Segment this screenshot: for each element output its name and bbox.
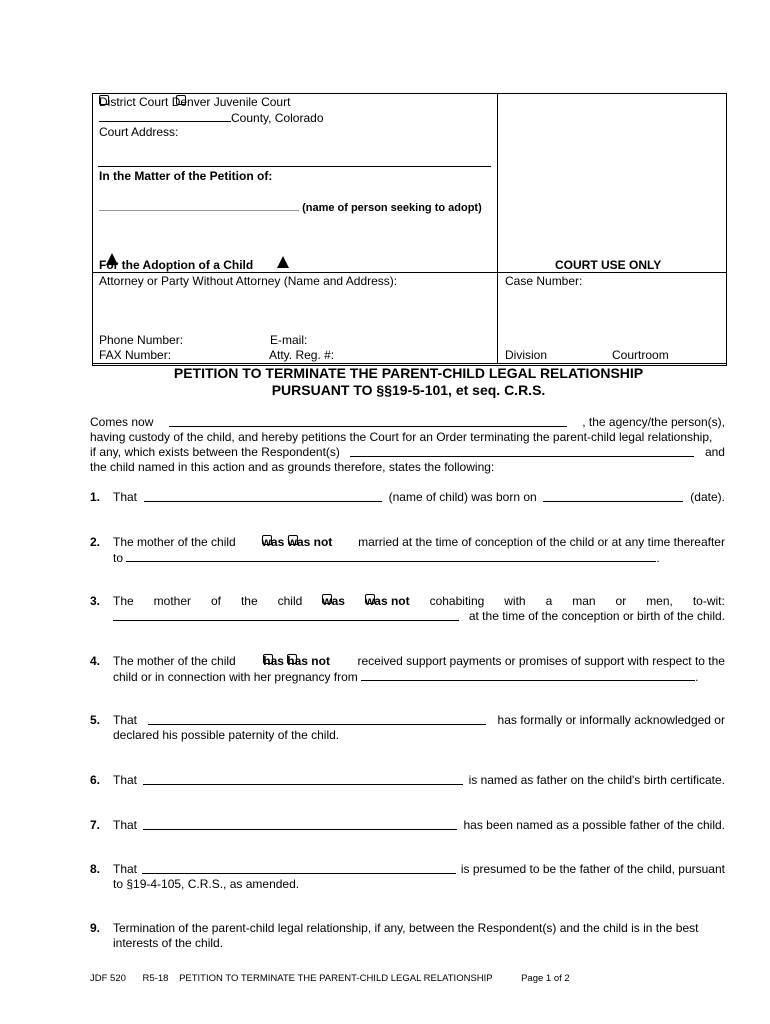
item-3-line1 [113, 594, 725, 609]
matter-label: In the Matter of the Petition of: [99, 169, 273, 183]
item-3-word: men, [646, 594, 673, 608]
was-label: was [261, 535, 285, 549]
footer [90, 973, 570, 984]
intro-line4: the child named in this action and as grounds therefore, states the following: [90, 460, 495, 474]
acknowledged-father-field[interactable] [148, 713, 486, 725]
item-8-text-c: to §19-4-105, C.R.S., as amended. [113, 877, 300, 891]
county-field[interactable] [99, 110, 231, 122]
caption-box [92, 93, 727, 366]
item-1-text-b: (name of child) was born on [388, 490, 537, 504]
item-4-line1 [113, 654, 725, 669]
adopter-line [99, 199, 482, 214]
document-title-line1: PETITION TO TERMINATE THE PARENT-CHILD LEGAL RELATIONSHIP [173, 365, 644, 381]
presumed-father-field[interactable] [142, 862, 456, 874]
caption-divider-2 [92, 363, 726, 364]
item-9-text-a: Termination of the parent-child legal relationship, if any, between the Respondent(s) and the child is in the best [113, 921, 699, 935]
item-7-text-a: That [113, 818, 138, 832]
item-2 [113, 535, 725, 566]
item-8-text-b: is presumed to be the father of the child, pursuant [460, 862, 725, 876]
attorney-label: Attorney or Party Without Attorney (Name and Address): [99, 274, 398, 288]
item-3-word: The [113, 594, 134, 608]
footer-form-title: PETITION TO TERMINATE THE PARENT-CHILD LEGAL RELATIONSHIP [179, 973, 493, 984]
petitioner-field[interactable] [169, 415, 567, 427]
respondents-field[interactable] [350, 445, 694, 457]
courtroom-label: Courtroom [612, 348, 669, 362]
item-3-word: of [210, 594, 221, 608]
adopter-hint: (name of person seeking to adopt) [302, 202, 482, 214]
item-5 [113, 713, 725, 743]
item-1-text-a: That [113, 490, 138, 504]
has-not-checkbox[interactable] [287, 654, 297, 664]
item-6-text-b: is named as father on the child's birth certificate. [468, 773, 725, 787]
footer-page: Page 1 of 2 [521, 973, 570, 984]
item-number: 2. [90, 535, 101, 549]
court-address-label: Court Address: [99, 125, 179, 139]
cohabiting-was-checkbox[interactable] [322, 594, 332, 604]
item-3-word: man [572, 594, 596, 608]
item-2-line2: to . [113, 551, 660, 565]
county-suffix: County, Colorado [231, 111, 324, 125]
intro-line2: having custody of the child, and hereby petitions the Court for an Order terminating the parent-child legal relationship, [90, 430, 713, 444]
item-5-text-b: has formally or informally acknowledged or [497, 713, 725, 727]
item-6 [113, 773, 725, 788]
juvenile-court-label: Denver Juvenile Court [171, 95, 291, 109]
intro-paragraph [90, 415, 725, 475]
item-8-text-a: That [113, 862, 138, 876]
item-3-end: at the time of the conception or birth of the child. [468, 609, 725, 623]
atty-reg-label: Atty. Reg. #: [269, 348, 335, 362]
item-7-text-b: has been named as a possible father of the child. [463, 818, 725, 832]
item-2-text-a: The mother of the child [113, 535, 236, 549]
item-number: 5. [90, 713, 101, 727]
case-number-label: Case Number: [505, 274, 583, 288]
item-number: 6. [90, 773, 101, 787]
division-label: Division [505, 348, 548, 362]
item-number: 8. [90, 862, 101, 876]
caption-divider-1 [92, 272, 726, 273]
child-name-field[interactable] [144, 490, 382, 502]
married-to-field[interactable] [126, 550, 656, 562]
has-label: has [263, 654, 284, 668]
item-number: 7. [90, 818, 101, 832]
intro-line3 [90, 445, 725, 460]
court-selection [99, 95, 290, 109]
footer-form-id: JDF 520 [90, 973, 126, 984]
item-4-text-a: The mother of the child [113, 654, 236, 668]
caption-divider-vertical [497, 93, 498, 363]
has-checkbox[interactable] [263, 654, 273, 664]
item-4 [113, 654, 725, 685]
item-2-text-b: married at the time of conception of the child or at any time thereafter [358, 535, 725, 549]
was-not-label: was not [287, 535, 333, 549]
item-2-line1 [113, 535, 725, 550]
has-not-label: has not [287, 654, 330, 668]
court-use-only: COURT USE ONLY [555, 258, 662, 272]
was-not-label: was not [364, 594, 410, 608]
item-3-word: to-wit: [692, 594, 725, 608]
item-4-line2: child or in connection with her pregnancy from . [113, 670, 699, 684]
item-2-to: to [113, 551, 124, 565]
item-3-line2 [113, 609, 725, 624]
support-from-field[interactable] [361, 669, 695, 681]
item-5-text-a: That [113, 713, 138, 727]
agency-text: , the agency/the person(s), [582, 415, 725, 429]
possible-father-field[interactable] [143, 818, 457, 830]
item-4-text-b: received support payments or promises of support with respect to the [357, 654, 725, 668]
item-3-word: mother [153, 594, 192, 608]
fax-label: FAX Number: [99, 348, 172, 362]
item-3 [113, 594, 725, 624]
birth-certificate-father-field[interactable] [143, 773, 463, 785]
juvenile-court-checkbox[interactable] [176, 95, 186, 105]
item-5-text-c: declared his possible paternity of the child. [113, 728, 340, 742]
item-9-text-b: interests of the child. [113, 936, 224, 950]
item-3-word: or [615, 594, 627, 608]
item-4-text-c: child or in connection with her pregnancy from [113, 670, 358, 684]
item-number: 3. [90, 594, 101, 608]
document-title-line2: PURSUANT TO §§19-5-101, et seq. C.R.S. [271, 382, 546, 398]
item-3-word: cohabiting [429, 594, 485, 608]
item-number: 1. [90, 490, 101, 504]
district-court-checkbox[interactable] [99, 95, 109, 105]
court-address-field[interactable] [98, 166, 491, 167]
item-8 [113, 862, 725, 892]
county-line [99, 110, 324, 125]
item-9 [113, 921, 725, 951]
item-number: 9. [90, 921, 101, 935]
item-number: 4. [90, 654, 101, 668]
was-not-checkbox[interactable] [288, 535, 298, 545]
was-checkbox[interactable] [262, 535, 272, 545]
cohabiting-was-not-checkbox[interactable] [365, 594, 375, 604]
email-label: E-mail: [270, 333, 308, 347]
item-8-line1 [113, 862, 725, 877]
was-label: was [322, 594, 345, 608]
footer-revision: R5-18 [142, 973, 169, 984]
item-3-word: the [240, 594, 258, 608]
item-3-word: a [545, 594, 553, 608]
item-3-word: with [504, 594, 526, 608]
intro-line1 [90, 415, 725, 430]
item-5-line1 [113, 713, 725, 728]
comes-now-text: Comes now [90, 415, 154, 429]
intro-line3-start: if any, which exists between the Respondent(s) [90, 445, 340, 459]
adoption-label: For the Adoption of a Child [99, 258, 254, 272]
birth-date-field[interactable] [543, 490, 683, 502]
cohabitant-field[interactable] [113, 609, 459, 621]
item-6-text-a: That [113, 773, 138, 787]
item-1 [113, 490, 725, 505]
intro-line3-end: and [704, 445, 725, 459]
item-1-text-c: (date). [690, 490, 725, 504]
item-7 [113, 818, 725, 833]
upward-triangle-icon [277, 256, 289, 268]
adopter-name-field[interactable] [99, 199, 299, 211]
district-court-label: District Court [99, 95, 169, 109]
phone-label: Phone Number: [99, 333, 184, 347]
item-3-word: child [277, 594, 303, 608]
